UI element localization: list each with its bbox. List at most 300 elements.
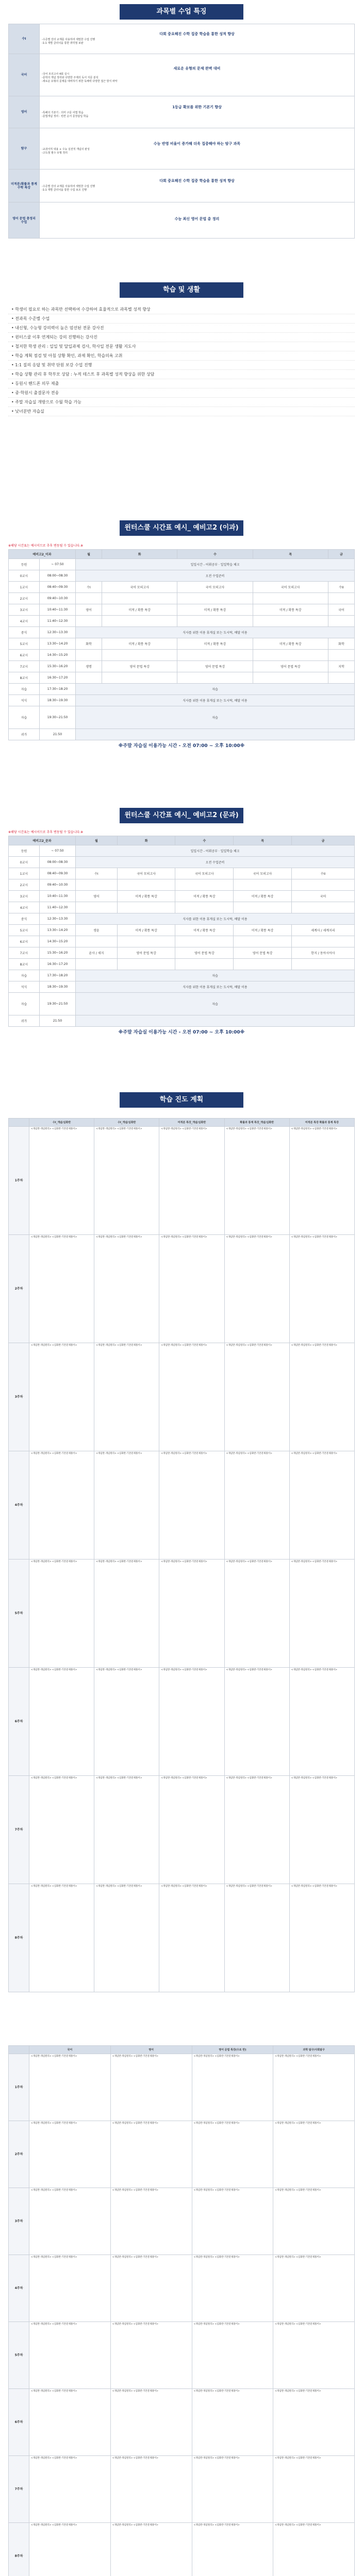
feature-row bbox=[9, 128, 355, 170]
timetable-subject-cell: 생윤 bbox=[76, 925, 118, 936]
timetable-subject-cell bbox=[76, 936, 118, 947]
timetable-subject-cell: 한지 / 동아시아사 bbox=[291, 947, 354, 959]
plan-cell: <개념반-개념원리> <심화반-기본문제풀이> bbox=[192, 2322, 273, 2389]
feature-head: 다회 중요해진 수학 집중 학습을 통한 성적 향상 bbox=[159, 32, 235, 36]
timetable-subject-cell bbox=[102, 650, 177, 661]
time-cell: 14:30~15:20 bbox=[40, 650, 76, 661]
plan-cell: <개념반-개념원리> <심화반-기본문제풀이> bbox=[224, 1776, 289, 1884]
plan-row bbox=[9, 1668, 355, 1776]
timetable-subject-cell: 미적 / 확통 특강 bbox=[234, 925, 292, 936]
plan-cell: <개념반-개념원리> <심화반-기본문제풀이> bbox=[224, 1343, 289, 1451]
time-cell: 11:40~12:30 bbox=[40, 616, 76, 627]
timetable-row bbox=[9, 672, 355, 684]
plan-cell: <개념반-개념원리> <심화반-기본문제풀이> bbox=[29, 2322, 111, 2389]
period-cell: 5교시 bbox=[9, 925, 40, 936]
feature-content bbox=[40, 202, 355, 239]
timetable-span-cell: 식사를 위한 이용 휴게실 또는 도시락, 배달 이용 bbox=[76, 913, 355, 925]
plan-row bbox=[9, 2322, 355, 2389]
plan-cell: <개념반-개념원리> <심화반-기본문제풀이> bbox=[29, 2389, 111, 2456]
timetable-span-cell: 식사를 위한 이용 휴게실 또는 도시락, 배달 이용 bbox=[76, 627, 355, 638]
timetable-subject-cell: 국어 모의고사 bbox=[253, 582, 328, 593]
plan-header-cell: 미적분 특강_개념/심화반 bbox=[159, 1118, 224, 1127]
timetable-subject-cell bbox=[102, 616, 177, 627]
week-cell: 8주차 bbox=[9, 1884, 29, 1992]
list-item: • 주말 자습실 개방으로 수월 학습 가능 bbox=[8, 398, 355, 407]
timetable-header-cell: 화 bbox=[102, 550, 177, 559]
plan-cell: <개념반-개념원리> <심화반-기본문제풀이> bbox=[273, 2456, 355, 2523]
plan-header-cell: 영어 문법 특강(수요 반) bbox=[192, 2046, 273, 2054]
timetable-subject-cell bbox=[177, 616, 253, 627]
plan-row bbox=[9, 2456, 355, 2523]
timetable-subject-cell bbox=[117, 959, 175, 970]
plan-cell: <개념반-개념원리> <심화반-기본문제풀이> bbox=[273, 2121, 355, 2188]
feature-content bbox=[40, 54, 355, 96]
timetable-subject-cell: 화학 bbox=[328, 638, 354, 650]
plan-row bbox=[9, 1235, 355, 1343]
timetable-span-cell: 식사를 위한 이용 휴게실 또는 도시락, 배달 이용 bbox=[76, 695, 355, 706]
period-cell: 5교시 bbox=[9, 638, 40, 650]
plan-header-row bbox=[9, 2046, 355, 2054]
time-cell: 08:40~09:30 bbox=[40, 582, 76, 593]
timetable-row bbox=[9, 959, 355, 970]
timetable-span-cell: 식사를 위한 이용 휴게실 또는 도시락, 배달 이용 bbox=[76, 981, 355, 993]
plan-header-cell: 수I_개념/심화반 bbox=[94, 1118, 159, 1127]
feature-line: -국어 모의고사 4회 실시 bbox=[42, 72, 70, 76]
plan-cell: <개념반-개념원리> <심화반-기본문제풀이> bbox=[273, 2523, 355, 2576]
timetable-row bbox=[9, 857, 355, 868]
timetable-header-cell: 목 bbox=[234, 836, 292, 845]
time-cell: 21:50 bbox=[40, 729, 76, 740]
timetable-subject-cell: 영어 bbox=[76, 891, 118, 902]
plan-row bbox=[9, 1343, 355, 1451]
timetable-subject-cell: 국어 모의고사 bbox=[102, 582, 177, 593]
timetable-subject-cell: 국어 모의고사 bbox=[117, 868, 175, 879]
period-cell: 등원 bbox=[9, 845, 40, 857]
timetable-row bbox=[9, 925, 355, 936]
plan-cell: <개념반-개념원리> <심화반-기본문제풀이> bbox=[192, 2054, 273, 2121]
timetable-subject-cell bbox=[177, 650, 253, 661]
plan-cell: <개념반-개념원리> <심화반-기본문제풀이> bbox=[29, 1668, 94, 1776]
plan-cell: <개념반-개념원리> <심화반-기본문제풀이> bbox=[110, 2389, 192, 2456]
timetable-span-cell: 일일시간 - 어휘공부 · 일일학습 체크 bbox=[76, 559, 355, 570]
timetable-subject-cell bbox=[76, 672, 102, 684]
period-cell: 1교시 bbox=[9, 582, 40, 593]
week-cell: 6주차 bbox=[9, 2389, 29, 2456]
timetable-subject-cell: 국어 모의고사 bbox=[234, 868, 292, 879]
plan-cell: <개념반-개념원리> <심화반-기본문제풀이> bbox=[273, 2255, 355, 2322]
timetable-subject-cell bbox=[175, 936, 234, 947]
plan-header-cell: 영어 bbox=[110, 2046, 192, 2054]
plan-cell: <개념반-개념원리> <심화반-기본문제풀이> bbox=[29, 1451, 94, 1560]
plan-cell: <개념반-개념원리> <심화반-기본문제풀이> bbox=[110, 2188, 192, 2255]
plan-cell: <개념반-개념원리> <심화반-기본문제풀이> bbox=[94, 1127, 159, 1235]
timetable-header-cell: 금 bbox=[328, 550, 354, 559]
timetable-row bbox=[9, 616, 355, 627]
timetable-subject-cell bbox=[76, 650, 102, 661]
timetable-row bbox=[9, 902, 355, 913]
timetable-row bbox=[9, 684, 355, 695]
time-cell: 19:30~21:50 bbox=[40, 993, 76, 1015]
timetable-row bbox=[9, 570, 355, 582]
plan-cell: <개념반-개념원리> <심화반-기본문제풀이> bbox=[159, 1560, 224, 1668]
plan-row bbox=[9, 2188, 355, 2255]
timetable-subject-cell bbox=[177, 672, 253, 684]
timetable-header-cell: 금 bbox=[291, 836, 354, 845]
feature-head: 새로운 유형의 문제 완벽 대비 bbox=[173, 66, 221, 71]
time-cell: 11:40~12:30 bbox=[40, 902, 76, 913]
timetable-header-row bbox=[9, 836, 355, 845]
time-cell: 08:00~08:30 bbox=[40, 857, 76, 868]
timetable-subject-cell bbox=[291, 902, 354, 913]
plan-cell: <개념반-개념원리> <심화반-기본문제풀이> bbox=[159, 1127, 224, 1235]
time-cell: 10:40~11:30 bbox=[40, 604, 76, 616]
plan-cell: <개념반-개념원리> <심화반-기본문제풀이> bbox=[159, 1776, 224, 1884]
feature-head: 다회 중요해진 수학 집중 학습을 통한 성적 향상 bbox=[159, 179, 235, 183]
timetable-header-row bbox=[9, 550, 355, 559]
timetable-subject-cell bbox=[328, 593, 354, 604]
plan-cell: <개념반-개념원리> <심화반-기본문제풀이> bbox=[289, 1235, 354, 1343]
time-cell: 17:30~18:20 bbox=[40, 970, 76, 981]
weekend-note: ※주말 자습실 이용가능 시간 - 오전 07:00 ~ 오후 10:00※ bbox=[118, 743, 245, 749]
timetable-row bbox=[9, 627, 355, 638]
list-item: • 철저한 학생 관리 : 일일 및 달입과제 검사, 학사일 전문 생활 지도사 bbox=[8, 342, 355, 351]
plan-cell: <개념반-개념원리> <심화반-기본문제풀이> bbox=[29, 1127, 94, 1235]
timetable-row bbox=[9, 879, 355, 891]
section-title-subject-features: 과목별 수업 특징 bbox=[120, 4, 243, 20]
week-cell: 5주차 bbox=[9, 1560, 29, 1668]
timetable-row bbox=[9, 638, 355, 650]
time-cell: 09:40~10:30 bbox=[40, 593, 76, 604]
timetable-subject-cell: 윤사 / 세지 bbox=[76, 947, 118, 959]
timetable-row bbox=[9, 891, 355, 902]
feature-content bbox=[40, 170, 355, 202]
timetable-row bbox=[9, 936, 355, 947]
period-cell: 중식 bbox=[9, 913, 40, 925]
timetable-row bbox=[9, 604, 355, 616]
timetable-subject-cell bbox=[76, 593, 102, 604]
feature-row bbox=[9, 24, 355, 54]
plan-cell: <개념반-개념원리> <심화반-기본문제풀이> bbox=[29, 1776, 94, 1884]
study-plan-math bbox=[8, 1118, 355, 1992]
feature-line: -교과서적 내용 + 수능 실전적 개념의 완성 bbox=[42, 148, 90, 151]
plan-cell: <개념반-개념원리> <심화반-기본문제풀이> bbox=[29, 2255, 111, 2322]
plan-header-cell: 미적분 특강 확률과 통계 특강 bbox=[289, 1118, 354, 1127]
timetable-subject-cell bbox=[253, 616, 328, 627]
timetable-subject-cell: 미적 / 확통 특강 bbox=[175, 891, 234, 902]
timetable-header-cell: 예비고2_이과 bbox=[9, 550, 76, 559]
plan-row bbox=[9, 1127, 355, 1235]
time-cell: 16:30~17:20 bbox=[40, 672, 76, 684]
timetable-row bbox=[9, 593, 355, 604]
period-cell: 3교시 bbox=[9, 604, 40, 616]
timetable-subject-cell: 지학 bbox=[328, 661, 354, 672]
time-cell: 08:00~08:30 bbox=[40, 570, 76, 582]
plan-cell: <개념반-개념원리> <심화반-기본문제풀이> bbox=[159, 1668, 224, 1776]
timetable-subject-cell bbox=[117, 879, 175, 891]
timetable-subject-cell bbox=[102, 672, 177, 684]
timetable-subject-cell: 영어 문법 특강 bbox=[234, 947, 292, 959]
timetable-subject-cell bbox=[291, 936, 354, 947]
week-cell: 7주차 bbox=[9, 2456, 29, 2523]
timetable-row bbox=[9, 1015, 355, 1027]
timetable-subject-cell: 국어 모의고사 bbox=[177, 582, 253, 593]
period-cell: 2교시 bbox=[9, 593, 40, 604]
feature-line: -문학의 개념 정리와 다양한 주제의 독서 지문 분석 bbox=[42, 76, 98, 79]
timetable-row bbox=[9, 868, 355, 879]
time-cell: 13:30~14:20 bbox=[40, 638, 76, 650]
plan-cell: <개념반-개념원리> <심화반-기본문제풀이> bbox=[289, 1668, 354, 1776]
timetable-subject-cell bbox=[76, 616, 102, 627]
timetable-row bbox=[9, 970, 355, 981]
feature-content bbox=[40, 128, 355, 170]
time-cell: 08:40~09:30 bbox=[40, 868, 76, 879]
timetable-header-cell: 수 bbox=[175, 836, 234, 845]
time-cell: 09:40~10:30 bbox=[40, 879, 76, 891]
plan-row bbox=[9, 1560, 355, 1668]
timetable-subject-cell: 영어 bbox=[76, 604, 102, 616]
feature-line: -1:1 개별 클리닉을 통한 취약점 보완 bbox=[42, 42, 84, 45]
timetable-subject-cell bbox=[117, 936, 175, 947]
plan-cell: <개념반-개념원리> <심화반-기본문제풀이> bbox=[29, 2456, 111, 2523]
plan-cell: <개념반-개념원리> <심화반-기본문제풀이> bbox=[110, 2322, 192, 2389]
time-cell: 17:30~18:20 bbox=[40, 684, 76, 695]
plan-cell: <개념반-개념원리> <심화반-기본문제풀이> bbox=[29, 1884, 94, 1992]
plan-cell: <개념반-개념원리> <심화반-기본문제풀이> bbox=[110, 2054, 192, 2121]
period-cell: 7교시 bbox=[9, 947, 40, 959]
section-title-study-life: 학습 및 생활 bbox=[120, 282, 243, 298]
list-item: • 등원시 핸드폰 의무 제출 bbox=[8, 379, 355, 388]
subject-features-table bbox=[8, 24, 355, 239]
plan-cell: <개념반-개념원리> <심화반-기본문제풀이> bbox=[289, 1560, 354, 1668]
plan-cell: <개념반-개념원리> <심화반-기본문제풀이> bbox=[224, 1668, 289, 1776]
timetable-liberal bbox=[8, 836, 355, 1027]
time-cell: 10:40~11:30 bbox=[40, 891, 76, 902]
plan-row bbox=[9, 2389, 355, 2456]
timetable-row bbox=[9, 706, 355, 729]
timetable-row bbox=[9, 695, 355, 706]
plan-cell: <개념반-개념원리> <심화반-기본문제풀이> bbox=[29, 1343, 94, 1451]
time-cell: 18:30~19:30 bbox=[40, 695, 76, 706]
feature-line: -고득점 필수 유형 정리 bbox=[42, 151, 68, 155]
timetable-row bbox=[9, 729, 355, 740]
week-cell: 2주차 bbox=[9, 2121, 29, 2188]
plan-row bbox=[9, 2523, 355, 2576]
period-cell: 0교시 bbox=[9, 857, 40, 868]
timetable-subject-cell: 미적 / 확통 특강 bbox=[102, 638, 177, 650]
timetable-subject-cell: 미적 / 확통 특강 bbox=[102, 604, 177, 616]
plan-cell: <개념반-개념원리> <심화반-기본문제풀이> bbox=[159, 1884, 224, 1992]
timetable-subject-cell bbox=[291, 879, 354, 891]
time-cell: 12:30~13:30 bbox=[40, 913, 76, 925]
timetable-subject-cell bbox=[253, 650, 328, 661]
timetable-subject-cell: 미적 / 확통 특강 bbox=[177, 604, 253, 616]
time-cell: 21:50 bbox=[40, 1015, 76, 1027]
plan-cell: <개념반-개념원리> <심화반-기본문제풀이> bbox=[29, 2188, 111, 2255]
timetable-subject-cell bbox=[76, 959, 118, 970]
timetable-row bbox=[9, 913, 355, 925]
plan-header-cell: 확률과 통계 특강_개념/심화반 bbox=[224, 1118, 289, 1127]
timetable-subject-cell bbox=[76, 879, 118, 891]
timetable-subject-cell bbox=[291, 959, 354, 970]
timetable-subject-cell bbox=[76, 902, 118, 913]
timetable-subject-cell bbox=[175, 959, 234, 970]
timetable-span-cell bbox=[76, 1015, 355, 1027]
period-cell: 0교시 bbox=[9, 570, 40, 582]
feature-content bbox=[40, 24, 355, 54]
plan-cell: <개념반-개념원리> <심화반-기본문제풀이> bbox=[110, 2456, 192, 2523]
timetable-subject-cell bbox=[234, 936, 292, 947]
plan-cell: <개념반-개념원리> <심화반-기본문제풀이> bbox=[29, 1560, 94, 1668]
plan-cell: <개념반-개념원리> <심화반-기본문제풀이> bbox=[192, 2523, 273, 2576]
period-cell: 4교시 bbox=[9, 616, 40, 627]
list-item: • 학습 상황 관리 후 학부모 상담 : 누적 테스트 후 과목별 성적 향상을 위한 상담 bbox=[8, 370, 355, 379]
timetable-subject-cell: 영어 문법 특강 bbox=[177, 661, 253, 672]
timetable-header-cell: 목 bbox=[253, 550, 328, 559]
plan-cell: <개념반-개념원리> <심화반-기본문제풀이> bbox=[192, 2188, 273, 2255]
timetable-science bbox=[8, 549, 355, 740]
plan-cell: <개념반-개념원리> <심화반-기본문제풀이> bbox=[110, 2255, 192, 2322]
plan-cell: <개념반-개념원리> <심화반-기본문제풀이> bbox=[289, 1451, 354, 1560]
timetable-span-cell bbox=[76, 729, 355, 740]
timetable-subject-cell: 영어 문법 특강 bbox=[175, 947, 234, 959]
week-cell: 6주차 bbox=[9, 1668, 29, 1776]
list-item: • 중·학원시 출결문자 전송 bbox=[8, 388, 355, 398]
period-cell: 6교시 bbox=[9, 650, 40, 661]
period-cell: 6교시 bbox=[9, 936, 40, 947]
period-cell: 자습 bbox=[9, 706, 40, 729]
list-item: • 내신형, 수능형 강의력이 높은 엄선된 전문 강사진 bbox=[8, 324, 355, 333]
timetable-subject-cell bbox=[102, 593, 177, 604]
timetable-subject-cell bbox=[253, 672, 328, 684]
plan-cell: <개념반-개념원리> <심화반-기본문제풀이> bbox=[94, 1451, 159, 1560]
feature-line: -문법개념 정리 : 빈칸 순서 문장삽입 학습 bbox=[42, 115, 89, 118]
feature-label: 국어 bbox=[9, 54, 40, 96]
timetable-notice: ※해당 시간표는 예시이므로 추후 변동될 수 있습니다.※ bbox=[8, 831, 84, 834]
timetable-subject-cell bbox=[328, 672, 354, 684]
timetable-subject-cell bbox=[175, 879, 234, 891]
period-cell: 귀가 bbox=[9, 729, 40, 740]
period-cell: 귀가 bbox=[9, 1015, 40, 1027]
week-cell: 1주차 bbox=[9, 2054, 29, 2121]
plan-cell: <개념반-개념원리> <심화반-기본문제풀이> bbox=[94, 1235, 159, 1343]
section-title-timetable-science: 윈터스쿨 시간표 예시_ 예비고2 (이과) bbox=[120, 520, 243, 536]
plan-cell: <개념반-개념원리> <심화반-기본문제풀이> bbox=[273, 2322, 355, 2389]
timetable-subject-cell bbox=[177, 593, 253, 604]
week-cell: 2주차 bbox=[9, 1235, 29, 1343]
timetable-span-cell: 자습 bbox=[76, 684, 355, 695]
feature-line: -새로운 유형의 문제를 대비하기 위한 독해력 다양한 접근 방식 파악 bbox=[42, 79, 118, 83]
timetable-row bbox=[9, 661, 355, 672]
feature-line: -특해의 기본기 : 의미 구문 어법 학습 bbox=[42, 111, 84, 114]
time-cell: 18:30~19:30 bbox=[40, 981, 76, 993]
feature-label: 영어 문법 총정리 수업 bbox=[9, 202, 40, 239]
timetable-subject-cell bbox=[117, 902, 175, 913]
study-plan-others bbox=[8, 2045, 355, 2576]
feature-content bbox=[40, 96, 355, 128]
period-cell: 8교시 bbox=[9, 672, 40, 684]
time-cell: 16:30~17:20 bbox=[40, 959, 76, 970]
plan-row bbox=[9, 1451, 355, 1560]
plan-cell: <개념반-개념원리> <심화반-기본문제풀이> bbox=[110, 2121, 192, 2188]
plan-row bbox=[9, 2255, 355, 2322]
timetable-subject-cell bbox=[234, 959, 292, 970]
plan-cell: <개념반-개념원리> <심화반-기본문제풀이> bbox=[289, 1884, 354, 1992]
plan-cell: <개념반-개념원리> <심화반-기본문제풀이> bbox=[289, 1776, 354, 1884]
timetable-subject-cell: 수II bbox=[291, 868, 354, 879]
timetable-subject-cell bbox=[328, 650, 354, 661]
week-cell: 3주차 bbox=[9, 1343, 29, 1451]
week-cell: 4주차 bbox=[9, 2255, 29, 2322]
timetable-header-cell: 월 bbox=[76, 550, 102, 559]
timetable-header-cell: 월 bbox=[76, 836, 118, 845]
plan-row bbox=[9, 2054, 355, 2121]
period-cell: 2교시 bbox=[9, 879, 40, 891]
timetable-span-cell: 자습 bbox=[76, 970, 355, 981]
period-cell: 자습 bbox=[9, 684, 40, 695]
period-cell: 자습 bbox=[9, 970, 40, 981]
plan-cell: <개념반-개념원리> <심화반-기본문제풀이> bbox=[192, 2255, 273, 2322]
timetable-row bbox=[9, 845, 355, 857]
plan-cell: <개념반-개념원리> <심화반-기본문제풀이> bbox=[94, 1884, 159, 1992]
feature-head: 1등급 확보를 위한 기본기 향상 bbox=[172, 105, 222, 109]
timetable-subject-cell: 미적 / 확통 특강 bbox=[175, 925, 234, 936]
timetable-subject-cell: 세계사 / 세계지리 bbox=[291, 925, 354, 936]
feature-label: 수I bbox=[9, 24, 40, 54]
week-cell: 5주차 bbox=[9, 2322, 29, 2389]
study-life-list bbox=[8, 305, 355, 416]
timetable-header-cell: 수 bbox=[177, 550, 253, 559]
plan-cell: <개념반-개념원리> <심화반-기본문제풀이> bbox=[224, 1451, 289, 1560]
period-cell: 3교시 bbox=[9, 891, 40, 902]
period-cell: 중식 bbox=[9, 627, 40, 638]
plan-header-cell bbox=[9, 2046, 29, 2054]
feature-row bbox=[9, 96, 355, 128]
timetable-header-cell: 예비고2_문과 bbox=[9, 836, 76, 845]
timetable-subject-cell: 미적 / 확통 특강 bbox=[253, 604, 328, 616]
plan-header-cell: 과학 탐구/사회탐구 bbox=[273, 2046, 355, 2054]
timetable-subject-cell: 화학 bbox=[76, 638, 102, 650]
list-item: • 전과목 수준별 수업 bbox=[8, 314, 355, 324]
plan-cell: <개념반-개념원리> <심화반-기본문제풀이> bbox=[289, 1127, 354, 1235]
timetable-subject-cell: 미적 / 확통 특강 bbox=[234, 891, 292, 902]
period-cell: 석식 bbox=[9, 981, 40, 993]
period-cell: 등원 bbox=[9, 559, 40, 570]
timetable-subject-cell: 수I bbox=[76, 868, 118, 879]
feature-row bbox=[9, 170, 355, 202]
list-item: • 1:1 질의 응답 및 취약 단원 보강 수업 진행 bbox=[8, 361, 355, 370]
timetable-subject-cell: 미적 / 확통 특강 bbox=[177, 638, 253, 650]
list-item: • 학생이 필요로 하는 과목만 선택하여 수강하여 효율적으로 과목별 성적 향상 bbox=[8, 305, 355, 314]
timetable-row bbox=[9, 650, 355, 661]
plan-cell: <개념반-개념원리> <심화반-기본문제풀이> bbox=[29, 2523, 111, 2576]
plan-header-row bbox=[9, 1118, 355, 1127]
timetable-subject-cell: 국어 모의고사 bbox=[175, 868, 234, 879]
timetable-subject-cell: 미적 / 확통 특강 bbox=[253, 638, 328, 650]
plan-row bbox=[9, 2121, 355, 2188]
timetable-row bbox=[9, 559, 355, 570]
plan-header-cell: 수I_개념/심화반 bbox=[29, 1118, 94, 1127]
plan-cell: <개념반-개념원리> <심화반-기본문제풀이> bbox=[224, 1560, 289, 1668]
plan-cell: <개념반-개념원리> <심화반-기본문제풀이> bbox=[94, 1343, 159, 1451]
feature-head: 수능 최신 영어 문법 총 정리 bbox=[174, 217, 220, 221]
weekend-note: ※주말 자습실 이용가능 시간 - 오전 07:00 ~ 오후 10:00※ bbox=[118, 1030, 245, 1035]
timetable-subject-cell: 생명 bbox=[76, 661, 102, 672]
time-cell: 15:30~16:20 bbox=[40, 947, 76, 959]
plan-cell: <개념반-개념원리> <심화반-기본문제풀이> bbox=[192, 2389, 273, 2456]
timetable-subject-cell: 미적 / 확통 특강 bbox=[117, 891, 175, 902]
timetable-span-cell: 자습 bbox=[76, 993, 355, 1015]
plan-cell: <개념반-개념원리> <심화반-기본문제풀이> bbox=[192, 2456, 273, 2523]
